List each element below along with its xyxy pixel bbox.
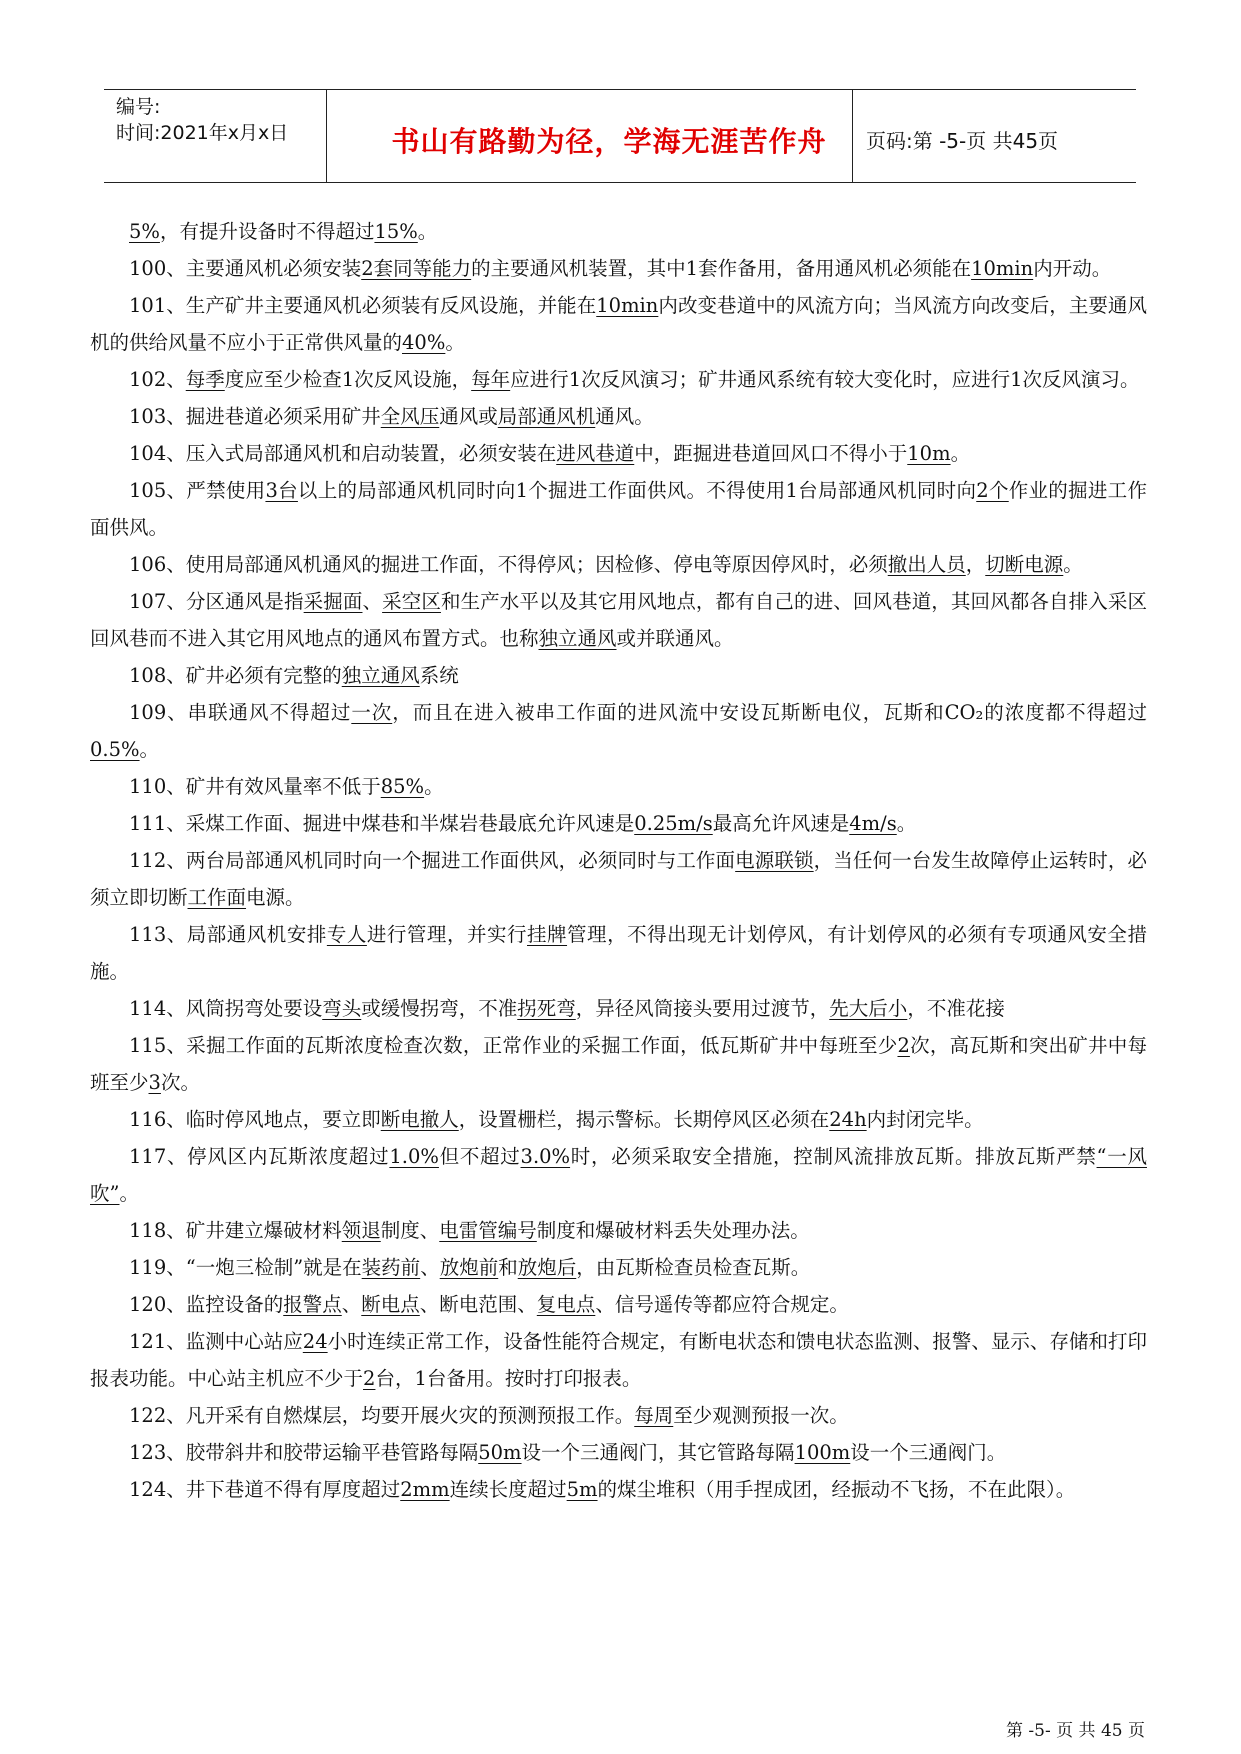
paragraph-114: 114、风筒拐弯处要设弯头或缓慢拐弯，不准拐死弯，异径风筒接头要用过渡节，先大后小，不准花接: [129, 997, 1005, 1020]
paragraph-113: 113、局部通风机安排专人进行管理，并实行挂牌管理，不得出现无计划停风，有计划停风的必须有专项通风安全措施。: [90, 923, 1147, 983]
paragraph-116: 116、临时停风地点，要立即断电撤人，设置栅栏，揭示警标。长期停风区必须在24h内封闭完毕。: [129, 1108, 984, 1131]
paragraph-120: 120、监控设备的报警点、断电点、断电范围、复电点、信号遥传等都应符合规定。: [129, 1293, 849, 1316]
header-motto: 书山有路勤为径，学海无涯苦作舟: [391, 125, 827, 158]
page-footer: 第 -5- 页 共 45 页: [1006, 1721, 1145, 1741]
document-number-label: 编号:: [116, 96, 161, 118]
paragraph-119: 119、“一炮三检制”就是在装药前、放炮前和放炮后，由瓦斯检查员检查瓦斯。: [129, 1256, 811, 1279]
document-time-label: 时间:2021年x月x日: [116, 122, 289, 144]
paragraph-111: 111、采煤工作面、掘进中煤巷和半煤岩巷最底允许风速是0.25m/s最高允许风速是4m/s。: [129, 812, 917, 835]
paragraph-115: 115、采掘工作面的瓦斯浓度检查次数，正常作业的采掘工作面，低瓦斯矿井中每班至少2次，高瓦斯和突出矿井中每班至少3次。: [90, 1034, 1147, 1094]
header-divider-left: [326, 90, 327, 182]
paragraph-108: 108、矿井必须有完整的独立通风系统: [129, 664, 459, 687]
paragraph-99-continuation: 5%，有提升设备时不得超过15%。: [129, 220, 438, 243]
paragraph-106: 106、使用局部通风机通风的掘进工作面，不得停风；因检修、停电等原因停风时，必须撤出人员，切断电源。: [129, 553, 1083, 576]
document-body: [90, 213, 1147, 1508]
paragraph-102: 102、每季度应至少检查1次反风设施，每年应进行1次反风演习；矿井通风系统有较大变化时，应进行1次反风演习。: [129, 368, 1140, 391]
header-page-indicator: 页码:第 -5-页 共45页: [866, 129, 1059, 153]
paragraph-122: 122、凡开采有自燃煤层，均要开展火灾的预测预报工作。每周至少观测预报一次。: [129, 1404, 849, 1427]
paragraph-110: 110、矿井有效风量率不低于85%。: [129, 775, 444, 798]
paragraph-100: 100、主要通风机必须安装2套同等能力的主要通风机装置，其中1套作备用，备用通风机必须能在10min内开动。: [129, 257, 1112, 280]
paragraph-121: 121、监测中心站应24小时连续正常工作，设备性能符合规定，有断电状态和馈电状态监测、报警、显示、存储和打印报表功能。中心站主机应不少于2台，1台备用。按时打印报表。: [90, 1330, 1147, 1390]
page-header: [104, 89, 1136, 183]
paragraph-107: 107、分区通风是指采掘面、采空区和生产水平以及其它用风地点，都有自己的进、回风巷道，其回风都各自排入采区回风巷而不进入其它用风地点的通风布置方式。也称独立通风或并联通风。: [90, 590, 1147, 650]
header-meta: [116, 94, 288, 146]
paragraph-123: 123、胶带斜井和胶带运输平巷管路每隔50m设一个三通阀门，其它管路每隔100m设一个三通阀门。: [129, 1441, 1007, 1464]
paragraph-124: 124、井下巷道不得有厚度超过2mm连续长度超过5m的煤尘堆积（用手捏成团，经振动不飞扬，不在此限）。: [129, 1478, 1076, 1501]
paragraph-105: 105、严禁使用3台以上的局部通风机同时向1个掘进工作面供风。不得使用1台局部通风机同时向2个作业的掘进工作面供风。: [90, 479, 1147, 539]
paragraph-117: 117、停风区内瓦斯浓度超过1.0%但不超过3.0%时，必须采取安全措施，控制风流排放瓦斯。排放瓦斯严禁“一风吹”。: [90, 1145, 1147, 1205]
paragraph-103: 103、掘进巷道必须采用矿井全风压通风或局部通风机通风。: [129, 405, 654, 428]
paragraph-101: 101、生产矿井主要通风机必须装有反风设施，并能在10min内改变巷道中的风流方向；当风流方向改变后，主要通风机的供给风量不应小于正常供风量的40%。: [90, 294, 1147, 354]
paragraph-104: 104、压入式局部通风机和启动装置，必须安装在进风巷道中，距掘进巷道回风口不得小于10m。: [129, 442, 971, 465]
header-divider-right: [852, 90, 853, 182]
paragraph-109: 109、串联通风不得超过一次，而且在进入被串工作面的进风流中安设瓦斯断电仪，瓦斯和CO₂的浓度都不得超过0.5%。: [90, 701, 1147, 761]
paragraph-118: 118、矿井建立爆破材料领退制度、电雷管编号制度和爆破材料丢失处理办法。: [129, 1219, 810, 1242]
paragraph-112: 112、两台局部通风机同时向一个掘进工作面供风，必须同时与工作面电源联锁，当任何一台发生故障停止运转时，必须立即切断工作面电源。: [90, 849, 1147, 909]
